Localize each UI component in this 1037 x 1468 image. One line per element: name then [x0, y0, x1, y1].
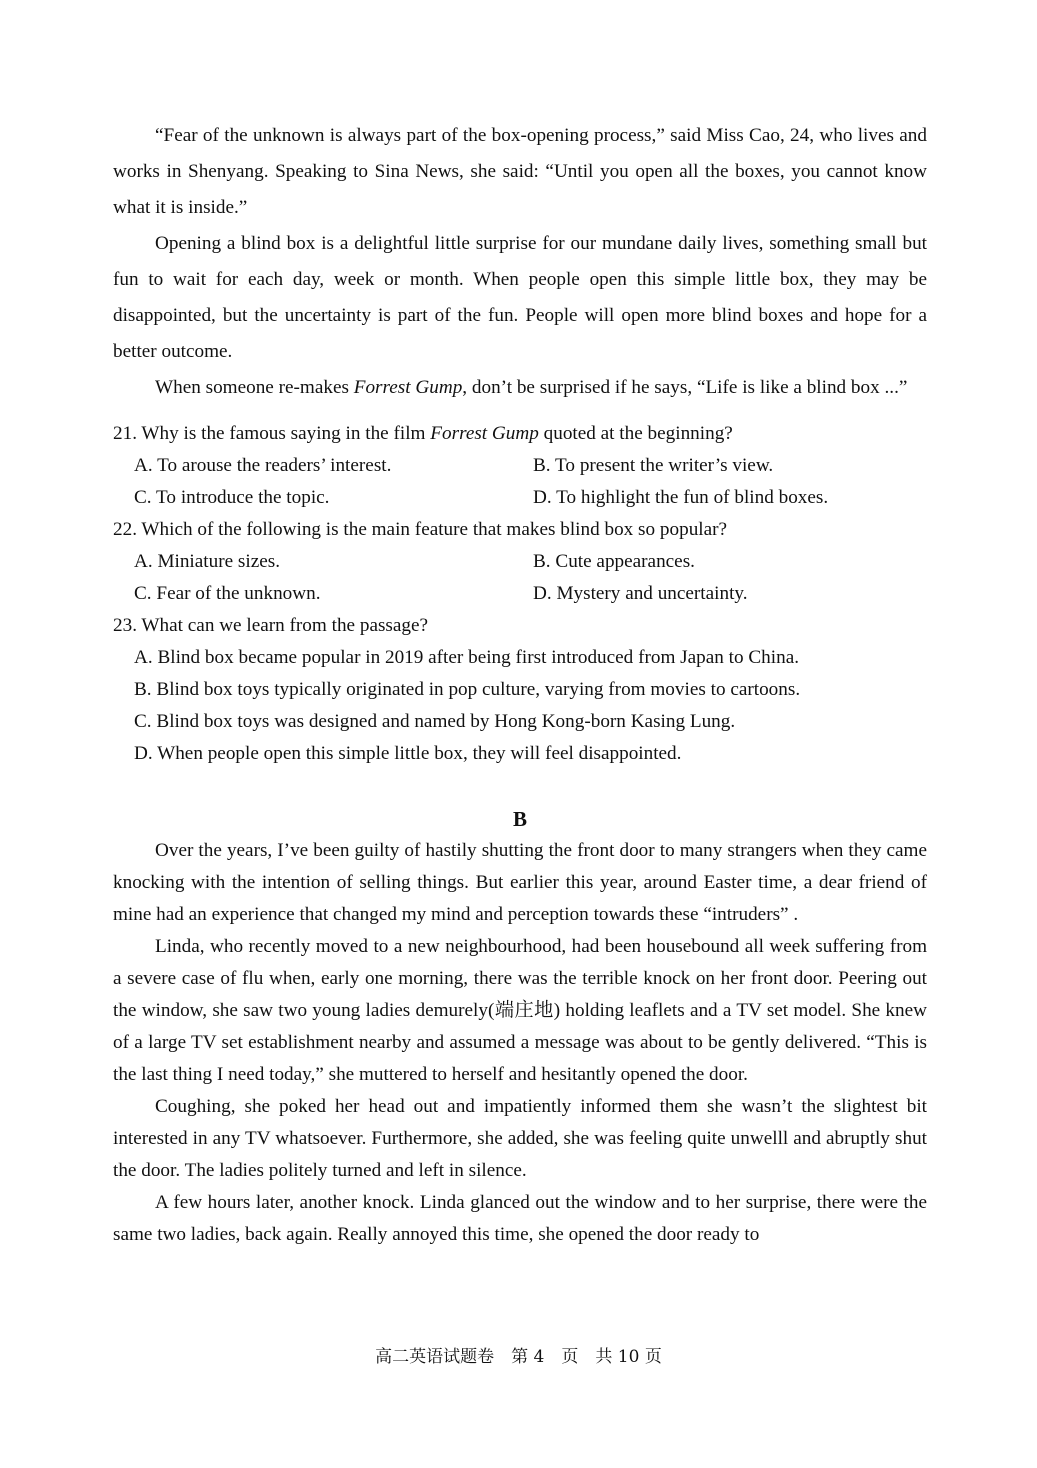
- question-22: [113, 514, 927, 610]
- q22-option-c[interactable]: C. Fear of the unknown.: [134, 583, 321, 604]
- q23-option-b[interactable]: B. Blind box toys typically originated in pop culture, varying from movies to cartoons.: [134, 679, 801, 700]
- question-21-options-row-1: [113, 450, 927, 482]
- q21-option-b[interactable]: B. To present the writer’s view.: [533, 455, 774, 476]
- q22-option-d[interactable]: D. Mystery and uncertainty.: [533, 583, 748, 604]
- question-23: [113, 610, 927, 770]
- passage-a: [113, 118, 927, 406]
- q23-option-d[interactable]: D. When people open this simple little box, they will feel disappointed.: [134, 743, 682, 764]
- passage-b-title: B: [512, 807, 527, 831]
- passage-b: [113, 835, 927, 1251]
- q21-stem-text-1: 21. Why is the famous saying in the film: [113, 423, 431, 444]
- q23-option-a[interactable]: A. Blind box became popular in 2019 after being first introduced from Japan to China.: [134, 647, 800, 668]
- p3-text-2: , don’t be surprised if he says, “Life is like a blind box ...”: [462, 377, 908, 398]
- p3-film-title: Forrest Gump: [353, 377, 463, 398]
- passage-b-paragraph-2: Linda, who recently moved to a new neighbourhood, had been housebound all week suffering from a severe case of flu when, early one morning, there was the terrible knock on her front door. Peering out the window, she saw two young ladies demurely(端庄地) holding leaflets and a TV set model. She knew of a large TV set establishment nearby and assumed a message was about to be gently delivered. “This is the last thing I need today,” she muttered to herself and hesitantly opened the door.: [113, 936, 927, 1085]
- q23-option-c[interactable]: C. Blind box toys was designed and named by Hong Kong-born Kasing Lung.: [134, 711, 736, 732]
- q21-option-d[interactable]: D. To highlight the fun of blind boxes.: [533, 487, 829, 508]
- question-22-options-row-1: [113, 546, 927, 578]
- passage-a-paragraph-2: Opening a blind box is a delightful little surprise for our mundane daily lives, something small but fun to wait for each day, week or month. When people open this simple little box, they may be disappointed, but the uncertainty is part of the fun. People will open more blind boxes and hope for a better outcome.: [113, 233, 927, 362]
- passage-b-paragraph-4: A few hours later, another knock. Linda glanced out the window and to her surprise, there were the same two ladies, back again. Really annoyed this time, she opened the door ready to: [113, 1192, 927, 1245]
- q21-stem-text-2: quoted at the beginning?: [538, 423, 733, 444]
- question-21-options-row-2: [113, 482, 927, 514]
- q21-option-a[interactable]: A. To arouse the readers’ interest.: [134, 455, 392, 476]
- q21-film-title: Forrest Gump: [430, 423, 539, 444]
- q22-option-b[interactable]: B. Cute appearances.: [533, 551, 695, 572]
- page-content: [113, 118, 927, 1251]
- question-23-stem: 23. What can we learn from the passage?: [113, 615, 429, 636]
- question-22-options-row-2: [113, 578, 927, 610]
- passage-a-paragraph-3: [113, 370, 927, 406]
- q22-option-a[interactable]: A. Miniature sizes.: [134, 551, 281, 572]
- question-21-stem: [113, 418, 927, 450]
- passage-b-paragraph-3: Coughing, she poked her head out and impatiently informed them she wasn’t the slightest bit interested in any TV whatsoever. Furthermore, she added, she was feeling quite unwelll and abruptly shut the door. The ladies politely turned and left in silence.: [113, 1096, 927, 1181]
- p3-text-1: When someone re-makes: [155, 377, 354, 398]
- passage-b-paragraph-1: Over the years, I’ve been guilty of hastily shutting the front door to many strangers when they came knocking with the intention of selling things. But earlier this year, around Easter time, a dear friend of mine had an experience that changed my mind and perception towards these “intruders” .: [113, 840, 927, 925]
- question-22-stem: 22. Which of the following is the main feature that makes blind box so popular?: [113, 519, 728, 540]
- page-footer: 高二英语试题卷 第 4 页 共 10 页: [375, 1347, 662, 1367]
- passage-a-paragraph-1: “Fear of the unknown is always part of the box-opening process,” said Miss Cao, 24, who lives and works in Shenyang. Speaking to Sina News, she said: “Until you open all the boxes, you cannot know what it is inside.”: [113, 125, 927, 218]
- question-21: [113, 418, 927, 514]
- q21-option-c[interactable]: C. To introduce the topic.: [134, 487, 330, 508]
